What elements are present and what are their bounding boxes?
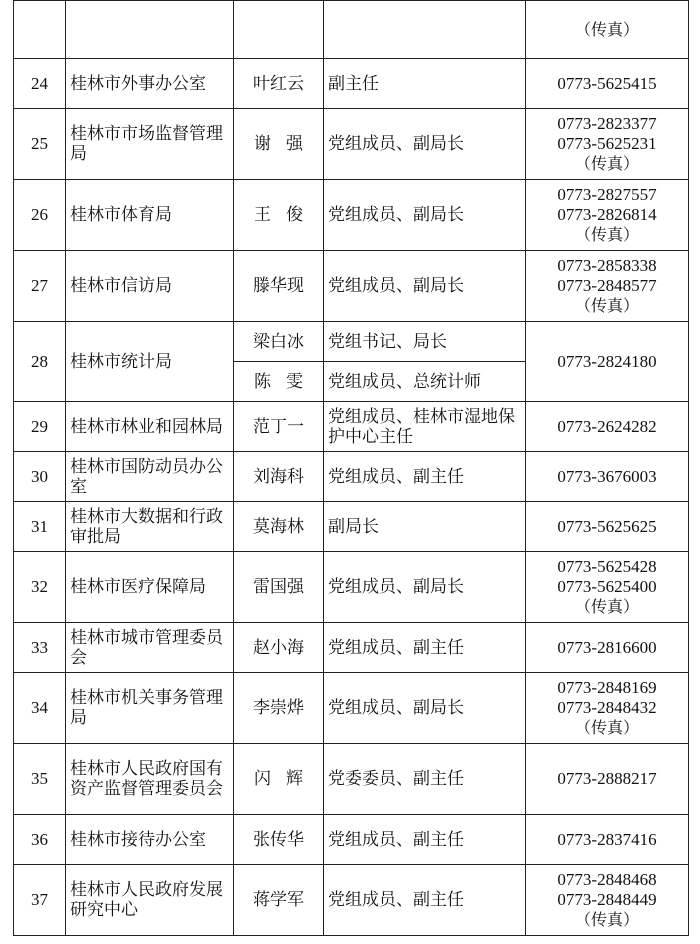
phone-number: 0773-2848449 xyxy=(557,890,657,909)
phone-cell xyxy=(526,552,689,623)
table-row xyxy=(14,402,689,452)
name-cell: 张传华 xyxy=(234,815,324,865)
position-cell xyxy=(324,1,526,59)
name-cell: 莫海林 xyxy=(234,502,324,552)
index-cell: 29 xyxy=(14,402,66,452)
name-char: 闪 xyxy=(254,769,271,789)
position-cell: 副局长 xyxy=(324,502,526,552)
unit-cell: 桂林市外事办公室 xyxy=(66,59,234,109)
index-cell: 25 xyxy=(14,109,66,180)
name-cell xyxy=(234,109,324,180)
phone-number: 0773-2848468 xyxy=(557,870,657,889)
position-cell: 党组成员、副局长 xyxy=(324,180,526,251)
name-cell: 李崇烨 xyxy=(234,673,324,744)
phone-cell xyxy=(526,502,689,552)
phone-cell xyxy=(526,673,689,744)
phone-number: 0773-5625415 xyxy=(557,73,657,93)
index-cell: 28 xyxy=(14,322,66,402)
table-row xyxy=(14,673,689,744)
index-cell: 31 xyxy=(14,502,66,552)
position-cell: 党组成员、副局长 xyxy=(324,552,526,623)
phone-cell xyxy=(526,180,689,251)
table-row xyxy=(14,251,689,322)
table-row xyxy=(14,865,689,936)
contact-table xyxy=(13,0,689,936)
name-cell xyxy=(234,362,324,402)
position-cell: 党组成员、副局长 xyxy=(324,673,526,744)
table-row xyxy=(14,815,689,865)
name-char: 俊 xyxy=(286,205,303,225)
phone-cell xyxy=(526,59,689,109)
fax-label: （传真） xyxy=(574,154,639,173)
name-cell xyxy=(234,744,324,815)
index-cell: 37 xyxy=(14,865,66,936)
table-row xyxy=(14,1,689,59)
position-cell: 党组成员、副主任 xyxy=(324,815,526,865)
name-cell: 梁白冰 xyxy=(234,322,324,362)
name-char: 谢 xyxy=(254,134,271,154)
phone-cell xyxy=(526,109,689,180)
name-char: 陈 xyxy=(254,371,271,392)
phone-number: 0773-2826814 xyxy=(557,205,657,224)
phone-number: 0773-5625428 xyxy=(557,557,657,576)
phone-number: 0773-5625231 xyxy=(557,134,657,153)
index-cell: 30 xyxy=(14,452,66,502)
name-cell: 滕华现 xyxy=(234,251,324,322)
index-cell: 33 xyxy=(14,623,66,673)
phone-number: 0773-2823377 xyxy=(557,114,657,133)
unit-cell: 桂林市信访局 xyxy=(66,251,234,322)
table-row xyxy=(14,452,689,502)
phone-number: 0773-5625400 xyxy=(557,577,657,596)
position-cell: 党组成员、副主任 xyxy=(324,865,526,936)
fax-label: （传真） xyxy=(574,597,639,616)
name-cell: 赵小海 xyxy=(234,623,324,673)
table-row xyxy=(14,552,689,623)
position-cell: 党组成员、总统计师 xyxy=(324,362,526,402)
position-cell: 党组成员、副局长 xyxy=(324,251,526,322)
name-cell: 叶红云 xyxy=(234,59,324,109)
index-cell: 24 xyxy=(14,59,66,109)
phone-cell xyxy=(526,322,689,402)
unit-cell: 桂林市体育局 xyxy=(66,180,234,251)
unit-cell: 桂林市市场监督管理局 xyxy=(66,109,234,180)
phone-cell xyxy=(526,815,689,865)
table-row xyxy=(14,502,689,552)
table-row xyxy=(14,59,689,109)
index-cell: 32 xyxy=(14,552,66,623)
phone-cell xyxy=(526,865,689,936)
unit-cell: 桂林市大数据和行政审批局 xyxy=(66,502,234,552)
phone-number: 0773-2848577 xyxy=(557,276,657,295)
phone-cell xyxy=(526,744,689,815)
name-cell: 刘海科 xyxy=(234,452,324,502)
phone-number: 0773-2624282 xyxy=(557,416,657,436)
fax-label: （传真） xyxy=(574,718,639,737)
phone-cell xyxy=(526,251,689,322)
unit-cell: 桂林市医疗保障局 xyxy=(66,552,234,623)
unit-cell: 桂林市接待办公室 xyxy=(66,815,234,865)
table-row xyxy=(14,180,689,251)
phone-number: 0773-2848432 xyxy=(557,698,657,717)
unit-cell: 桂林市城市管理委员会 xyxy=(66,623,234,673)
position-cell: 党委委员、副主任 xyxy=(324,744,526,815)
name-cell: 蒋学军 xyxy=(234,865,324,936)
table-row xyxy=(14,623,689,673)
unit-cell: 桂林市国防动员办公室 xyxy=(66,452,234,502)
phone-number: 0773-2824180 xyxy=(557,351,657,371)
fax-label: （传真） xyxy=(574,225,639,244)
table-row xyxy=(14,744,689,815)
phone-number: 0773-3676003 xyxy=(557,466,657,486)
phone-number: 0773-2858338 xyxy=(557,256,657,275)
position-cell: 副主任 xyxy=(324,59,526,109)
unit-cell: 桂林市人民政府国有资产监督管理委员会 xyxy=(66,744,234,815)
position-cell: 党组成员、副局长 xyxy=(324,109,526,180)
position-cell: 党组成员、副主任 xyxy=(324,623,526,673)
phone-cell xyxy=(526,623,689,673)
name-char: 雯 xyxy=(286,371,303,392)
name-cell: 范丁一 xyxy=(234,402,324,452)
phone-number: 0773-2816600 xyxy=(557,637,657,657)
index-cell: 35 xyxy=(14,744,66,815)
phone-cell xyxy=(526,1,689,59)
position-cell: 党组成员、桂林市湿地保护中心主任 xyxy=(324,402,526,452)
name-char: 辉 xyxy=(286,769,303,789)
table-row xyxy=(14,109,689,180)
unit-cell xyxy=(66,1,234,59)
position-cell: 党组成员、副主任 xyxy=(324,452,526,502)
unit-cell: 桂林市统计局 xyxy=(66,322,234,402)
index-cell xyxy=(14,1,66,59)
phone-cell xyxy=(526,402,689,452)
index-cell: 34 xyxy=(14,673,66,744)
phone-number: 0773-2888217 xyxy=(557,769,657,788)
unit-cell: 桂林市机关事务管理局 xyxy=(66,673,234,744)
phone-number: 0773-2827557 xyxy=(557,185,657,204)
index-cell: 27 xyxy=(14,251,66,322)
name-char: 王 xyxy=(254,205,271,225)
name-cell xyxy=(234,1,324,59)
fax-label: （传真） xyxy=(574,910,639,929)
name-char: 强 xyxy=(286,134,303,154)
unit-cell: 桂林市林业和园林局 xyxy=(66,402,234,452)
phone-number: 0773-2837416 xyxy=(557,829,657,849)
name-cell: 雷国强 xyxy=(234,552,324,623)
index-cell: 26 xyxy=(14,180,66,251)
position-cell: 党组书记、局长 xyxy=(324,322,526,362)
fax-label: （传真） xyxy=(574,296,639,315)
phone-number: 0773-2848169 xyxy=(557,678,657,697)
phone-number: 0773-5625625 xyxy=(557,516,657,536)
table-row xyxy=(14,322,689,362)
name-cell xyxy=(234,180,324,251)
phone-cell xyxy=(526,452,689,502)
index-cell: 36 xyxy=(14,815,66,865)
unit-cell: 桂林市人民政府发展研究中心 xyxy=(66,865,234,936)
fax-label: （传真） xyxy=(574,19,639,39)
